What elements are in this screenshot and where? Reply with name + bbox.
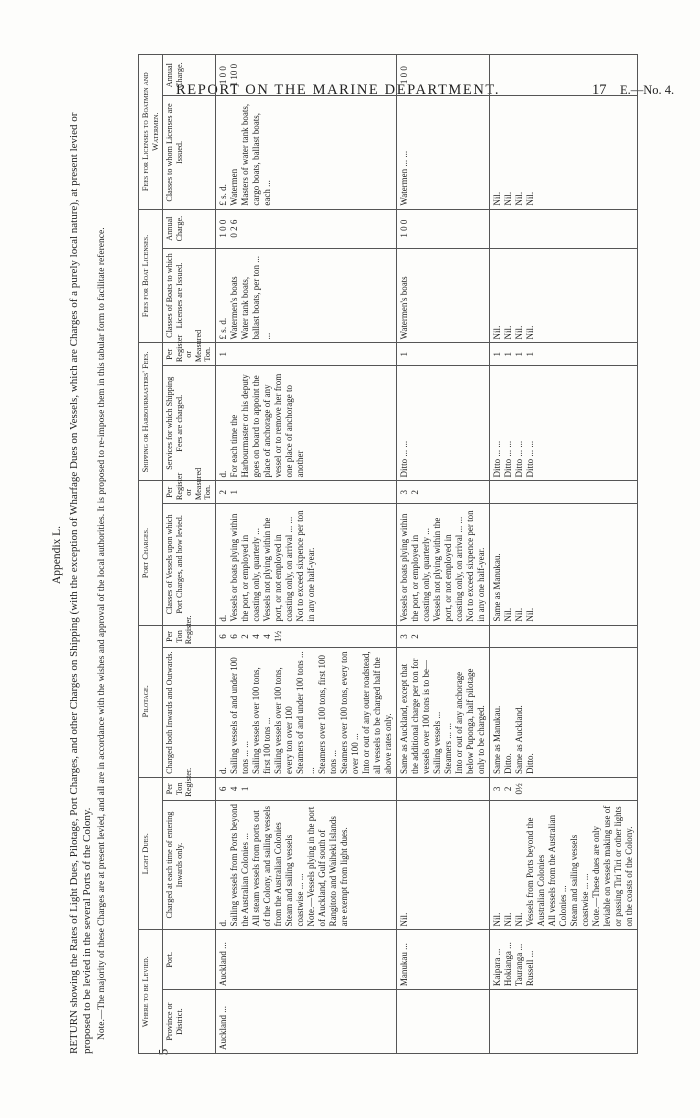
cell-line: 3 — [491, 786, 502, 792]
boat-rate-cell — [489, 209, 637, 248]
cell-line: Nil. — [491, 325, 502, 340]
cell-line: 4 — [228, 786, 239, 792]
pilot-desc-cell — [215, 648, 396, 778]
cell-line: 2 — [409, 490, 420, 495]
lic-desc-cell — [489, 96, 637, 209]
cell-line: 3 — [398, 634, 409, 639]
lic-desc-cell: Watermen ... ... — [396, 96, 489, 209]
boat-desc-cell — [489, 248, 637, 343]
boat-desc-cell: Watermen's boats — [396, 248, 489, 343]
cell-line: 6 — [217, 634, 228, 639]
group-pilotage: Pilotage. — [139, 625, 163, 777]
cell-line: Vessels not plying within the port, or not employed in coasting only, on arrival ... ... — [261, 516, 294, 622]
cell-line: All vessels from the Australian Colonies ... — [546, 814, 568, 927]
cell-line: Watermen's boats — [228, 276, 239, 340]
port-desc-cell — [396, 504, 489, 626]
cell-line: 1 — [502, 352, 513, 357]
port-rate-cell — [489, 481, 637, 504]
margin-page-number: 5 — [155, 1048, 171, 1056]
cell-line: Vessels not plying within the port, or not employed in coasting only, on arrival ... ... — [431, 516, 464, 622]
col-light-desc: Charged at each time of entering Inwards only. — [163, 800, 216, 930]
cell-line: 1 — [513, 352, 524, 357]
appendix-heading: Appendix L. — [51, 525, 63, 585]
cell-line: 1 0 0 — [217, 66, 228, 85]
pilot-desc-cell — [396, 648, 489, 778]
province-cell — [396, 990, 489, 1054]
group-light-dues: Light Dues. — [139, 778, 163, 930]
cell-line: Nil. — [502, 607, 513, 622]
col-boat-desc: Classes of Boats to which Licenses are Issued. — [163, 248, 216, 343]
cell-line: Masters of water tank boats, cargo boats, ballast boats, each ... — [239, 103, 272, 206]
cell-line: 3 — [398, 490, 409, 495]
charges-table — [138, 54, 638, 1054]
lic-rate-cell — [215, 55, 396, 96]
cell-line: All steam vessels from ports out of the Colony, and sailing vessels from the Australian Colonies — [250, 806, 283, 927]
return-note: Note.—The majority of these Charges are at present levied, and all are in accordance with the wishes and approval of the local authorities. It is proposed to re-impose them in this tabular form to facilitate reference. — [97, 227, 107, 1040]
cell-line: 1 — [239, 786, 250, 792]
cell-line: Ditto. — [502, 753, 513, 775]
table-row — [215, 55, 396, 1054]
cell-line: Nil. — [524, 607, 535, 622]
cell-line: d. — [217, 470, 228, 478]
boat-rate-cell — [215, 209, 396, 248]
port-desc-cell — [215, 504, 396, 626]
cell-line: Same as Manukau. — [491, 705, 502, 775]
cell-line: Not to exceed sixpence per ton in any one half-year. — [464, 510, 486, 622]
group-port-charges: Port Charges. — [139, 481, 163, 625]
cell-line: 1 10 0 — [228, 63, 239, 87]
col-light-rate: Per Ton Register. — [163, 778, 216, 801]
cell-line: Vessels or boats plying within the port, or employed in coasting only, quarterly ... — [398, 513, 431, 622]
cell-line: Hokianga ... — [502, 942, 513, 987]
cell-line: Into or out of any anchorage below Puponga, half pilotage only to be charged. — [453, 668, 486, 775]
lic-desc-cell — [215, 96, 396, 209]
cell-line: Ditto ... ... — [524, 440, 535, 478]
port-cell: Manukau ... — [396, 930, 489, 990]
cell-line: Nil. — [502, 191, 513, 206]
col-pilot-desc: Charged both Inwards and Outwards. — [163, 648, 216, 778]
light-rate-cell — [215, 778, 396, 801]
cell-line: 1 — [491, 352, 502, 357]
cell-line: Vessels or boats plying within the port, or employed in coasting only, quarterly ... — [228, 513, 261, 622]
group-boat-licenses: Fees for Boat Licenses. — [139, 209, 163, 343]
cell-line: Steamers over 100 tons, first 100 tons ... — [316, 655, 338, 775]
col-port: Port. — [163, 930, 216, 990]
ship-rate-cell — [489, 343, 637, 366]
cell-line: 1½ — [272, 630, 283, 643]
cell-line: Vessels from Ports beyond the Australian Colonies — [524, 817, 546, 927]
cell-line: £ s. d. — [217, 184, 228, 206]
cell-line: Steam and sailing vessels coastwise ... ... — [568, 834, 590, 927]
cell-line: Not to exceed sixpence per ton in any one half-year. — [294, 510, 316, 622]
cell-line: Nil. — [513, 607, 524, 622]
table-row — [396, 55, 489, 1054]
cell-line: Ditto. — [524, 753, 535, 775]
cell-line: Nil. — [502, 325, 513, 340]
boat-rate-cell: 1 0 0 — [396, 209, 489, 248]
cell-line: Nil. — [513, 912, 524, 927]
cell-line: 4 — [261, 634, 272, 639]
col-pilot-rate: Per Ton Register. — [163, 625, 216, 648]
cell-line: Sailing vessels from Ports beyond the Australian Colonies ... — [228, 803, 250, 927]
cell-line: 6 — [228, 634, 239, 639]
cell-line: Nil. — [491, 912, 502, 927]
ship-desc-cell — [489, 366, 637, 481]
light-rate-cell — [396, 778, 489, 801]
pilot-rate-cell — [396, 625, 489, 648]
cell-line: Nil. — [491, 191, 502, 206]
rotated-return-sheet — [10, 40, 700, 1070]
cell-line: Nil. — [513, 325, 524, 340]
col-province: Province or District. — [163, 990, 216, 1054]
cell-line: Same as Auckland. — [513, 705, 524, 775]
lic-rate-cell: 1 0 0 — [396, 55, 489, 96]
light-rate-cell — [489, 778, 637, 801]
cell-line: Water tank boats, ballast boats, per ton ... ... — [239, 255, 272, 340]
group-where: Where to be Levied. — [139, 930, 163, 1054]
province-cell — [489, 990, 637, 1054]
ship-rate-cell: 1 — [215, 343, 396, 366]
cell-line: 2 — [239, 634, 250, 639]
table-row — [489, 55, 637, 1054]
cell-line: £ s. d. — [217, 317, 228, 340]
document-reference: E.—No. 4. — [620, 83, 675, 97]
col-lic-rate: Annual Charge. — [163, 55, 216, 96]
cell-line: 1 — [228, 490, 239, 495]
cell-line: 2 — [409, 634, 420, 639]
ship-desc-cell: Ditto ... ... — [396, 366, 489, 481]
cell-line: 4 — [250, 634, 261, 639]
cell-line: Nil. — [502, 912, 513, 927]
col-port-desc: Classes of Vessels upon which Port Charges, and how levied. — [163, 504, 216, 626]
cell-line: 1 0 0 — [217, 219, 228, 238]
cell-line: 2 — [502, 786, 513, 792]
cell-line: Kaipara ... — [491, 948, 502, 987]
cell-line: Ditto ... ... — [491, 440, 502, 478]
cell-line: d. — [217, 614, 228, 622]
cell-line: 0 2 6 — [228, 219, 239, 238]
boat-desc-cell — [215, 248, 396, 343]
cell-line: Ditto ... ... — [502, 440, 513, 478]
province-cell: Auckland ... — [215, 990, 396, 1054]
cell-line: Note.—Vessels plying in the port of Auckland, Gulf south of Rangitoto and Waiheki Islands are exempt from light dues. — [305, 806, 349, 927]
cell-line: Steam and sailing vessels coastwise ... ... — [283, 834, 305, 927]
cell-line: Steamers of and under 100 tons ... ... — [294, 651, 316, 775]
cell-line: Sailing vessels of and under 100 tons ... ... — [228, 657, 250, 775]
cell-line: Nil. — [524, 191, 535, 206]
cell-line: Note.—These dues are only leviable on vessels making use of or passing Tiri Tiri or other lights on the coasts of the Colony. — [590, 805, 634, 927]
return-title: RETURN showing the Rates of Light Dues, Pilotage, Port Charges, and other Charges on Shipping (with the exception of Wharfage Dues on Vessels, which are Charges of a purely local nature), at present levied or proposed to be levied in the several Ports of the Colony. — [68, 112, 93, 1054]
port-cell: Auckland ... — [215, 930, 396, 990]
cell-line: 1 — [524, 352, 535, 357]
cell-line: Russell ... — [524, 950, 535, 987]
port-rate-cell — [215, 481, 396, 504]
cell-line: Nil. — [524, 325, 535, 340]
cell-line: Watermen — [228, 168, 239, 206]
cell-line: Ditto ... ... — [513, 440, 524, 478]
light-desc-cell — [489, 800, 637, 930]
cell-line: Sailing vessels over 100 tons, every ton over 100 — [272, 667, 294, 775]
cell-line: Same as Manukau. — [491, 553, 502, 622]
lic-rate-cell — [489, 55, 637, 96]
col-ship-rate: Per Register or Measured Ton. — [163, 343, 216, 366]
cell-line: d. — [217, 767, 228, 775]
pilot-desc-cell — [489, 648, 637, 778]
port-rate-cell — [396, 481, 489, 504]
cell-line: Steamers ... ... — [442, 723, 453, 775]
col-lic-desc: Classes to whom Licenses are Issued. — [163, 96, 216, 209]
cell-line: Nil. — [513, 191, 524, 206]
pilot-rate-cell — [489, 625, 637, 648]
ship-desc-cell — [215, 366, 396, 481]
report-title: REPORT ON THE MARINE DEPARTMENT. — [176, 82, 501, 98]
cell-line: For each time the Harbourmaster or his deputy goes on board to appoint the place of anchorage of any vessel or to remove her from one place of anchorage to another — [228, 373, 305, 478]
cell-line: Tauranga ... — [513, 943, 524, 987]
col-ship-desc: Services for which Shipping Fees are charged. — [163, 366, 216, 481]
light-desc-cell: Nil. — [396, 800, 489, 930]
cell-line: 2 — [217, 490, 228, 495]
group-shipping-fees: Shipping or Harbourmasters' Fees. — [139, 343, 163, 481]
col-boat-rate: Annual Charge. — [163, 209, 216, 248]
ship-rate-cell: 1 — [396, 343, 489, 366]
pilot-rate-cell — [215, 625, 396, 648]
cell-line: Steamers over 100 tons, every ton over 100 ... — [338, 651, 360, 775]
cell-line: Sailing vessels over 100 tons, first 100 tons ... — [250, 667, 272, 775]
page-number: 17 — [592, 82, 607, 98]
cell-line: d. — [217, 919, 228, 927]
col-port-rate: Per Register or Measured Ton. — [163, 481, 216, 504]
cell-line: Sailing vessels ... — [431, 711, 442, 775]
cell-line: 0½ — [513, 783, 524, 795]
cell-line: Same as Auckland, except that the additional charge per ton for vessels over 100 tons is to be— — [398, 658, 431, 775]
port-cell — [489, 930, 637, 990]
cell-line: Into or out of any outer roadstead, all vessels to be charged half the above rates only. — [360, 651, 393, 775]
light-desc-cell — [215, 800, 396, 930]
cell-line: 6 — [217, 786, 228, 792]
port-desc-cell — [489, 504, 637, 626]
group-boatmen-licenses: Fees for Licenses to Boatmen and Watermen. — [139, 55, 163, 210]
